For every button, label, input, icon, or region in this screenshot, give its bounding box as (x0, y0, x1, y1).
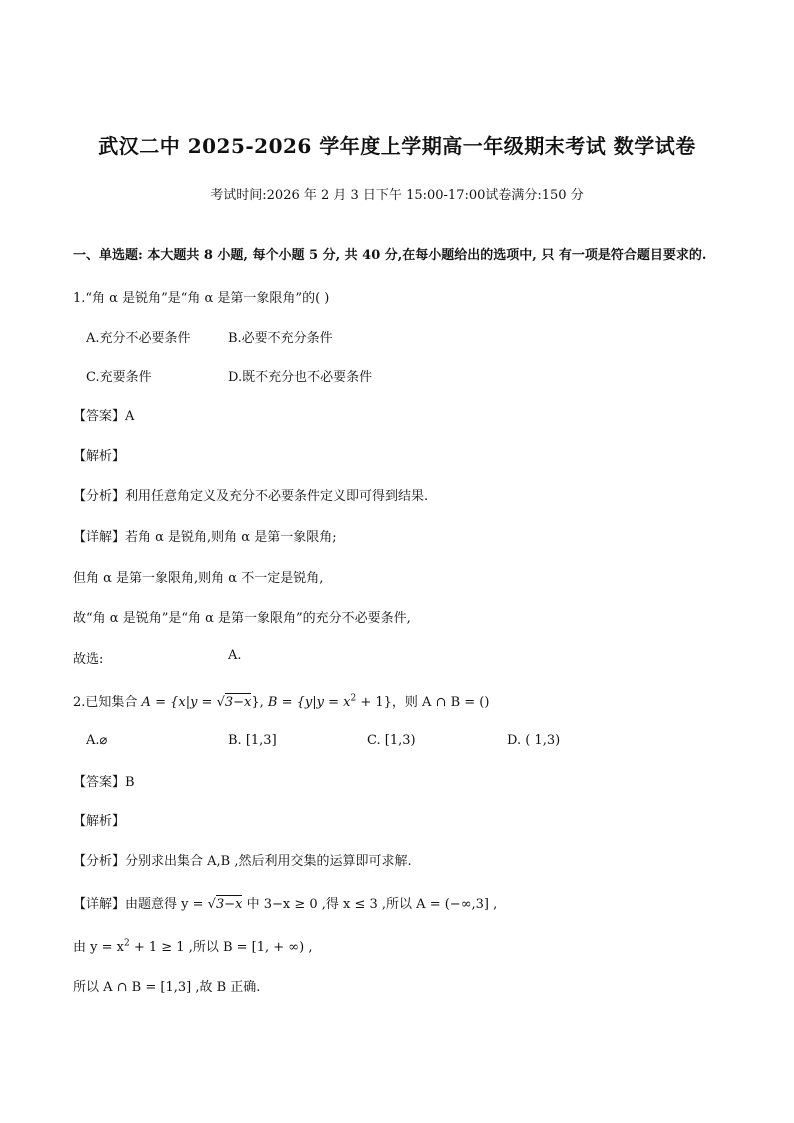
q2-option-d: D. ( 1,3) (507, 733, 561, 748)
q2-set-a: A = {x|y = (141, 695, 217, 710)
q1-option-c: C.充要条件 (86, 370, 152, 385)
q2-detail-1-a: 【详解】由题意得 y = (73, 897, 208, 912)
q1-answer: 【答案】A (73, 409, 135, 424)
q1-analysis: 【分析】利用任意角定义及充分不必要条件定义即可得到结果. (73, 489, 429, 504)
q1-detail-3: 故“角 α 是锐角”是“角 α 是第一象限角”的充分不必要条件, (73, 611, 411, 626)
q2-option-a: A.⌀ (86, 733, 108, 748)
q2-set-a-radicand: 3−x (224, 695, 252, 710)
q1-option-b: B.必要不充分条件 (228, 331, 333, 346)
q1-analysis-head: 【解析】 (73, 449, 126, 464)
exam-subtitle: 考试时间:2026 年 2 月 3 日下午 15:00-17:00试卷满分:150 分 (210, 188, 584, 203)
q2-detail-2-a: 由 y = x (73, 940, 124, 955)
q1-choose-label: 故选: (73, 652, 104, 667)
q2-detail-1-radicand: 3−x (215, 897, 243, 912)
q2-set-b-exp: 2 (350, 693, 357, 704)
q2-stem: 2.已知集合 A = {x|y = √3−x}, $B = \{y|y = x^2 + 1\}$，则 A ∩ B = () (73, 693, 490, 710)
exam-title: 武汉二中 2025-2026 学年度上学期高一年级期末考试 数学试卷 (98, 134, 696, 158)
q2-set-b: B = {y|y = x (263, 695, 351, 710)
q2-detail-1: 【详解】由题意得 y = √3−x 中 3−x ≥ 0 ,得 x ≤ 3 ,所以 A = (−∞,3] , (73, 897, 498, 912)
q1-detail-1: 【详解】若角 α 是锐角,则角 α 是第一象限角; (73, 530, 337, 545)
q2-detail-2-b: + 1 ≥ 1 ,所以 B = [1, + ∞) , (129, 940, 313, 955)
section-heading: 一、单选题: 本大题共 8 小题, 每个小题 5 分, 共 40 分,在每小题给出的选项中, 只 有一项是符合题目要求的. (73, 248, 707, 263)
q1-option-d: D.既不充分也不必要条件 (228, 370, 373, 385)
q2-option-c: C. [1,3) (367, 733, 416, 748)
q2-stem-suffix: ，则 A ∩ B = () (391, 695, 490, 710)
q1-detail-2: 但角 α 是第一象限角,则角 α 不一定是锐角, (73, 571, 324, 586)
q2-detail-1-b: 中 3−x ≥ 0 ,得 x ≤ 3 ,所以 A = (−∞,3] , (242, 897, 498, 912)
q1-choose-value: A. (228, 648, 242, 663)
q2-stem-prefix: 2.已知集合 (73, 695, 142, 710)
q2-analysis: 【分析】分别求出集合 A,B ,然后利用交集的运算即可求解. (73, 854, 412, 869)
q1-stem: 1.“角 α 是锐角”是“角 α 是第一象限角”的( ) (73, 291, 330, 306)
q2-option-b: B. [1,3] (228, 733, 277, 748)
q2-set-b-end: + 1} (356, 695, 392, 710)
q2-detail-3: 所以 A ∩ B = [1,3] ,故 B 正确. (73, 980, 261, 995)
q2-answer: 【答案】B (73, 775, 135, 790)
q2-detail-2-exp: 2 (123, 938, 130, 949)
q2-detail-2 (73, 936, 312, 955)
q2-analysis-head: 【解析】 (73, 814, 126, 829)
q2-set-a-end: }, (251, 695, 264, 710)
q1-option-a: A.充分不必要条件 (86, 331, 191, 346)
